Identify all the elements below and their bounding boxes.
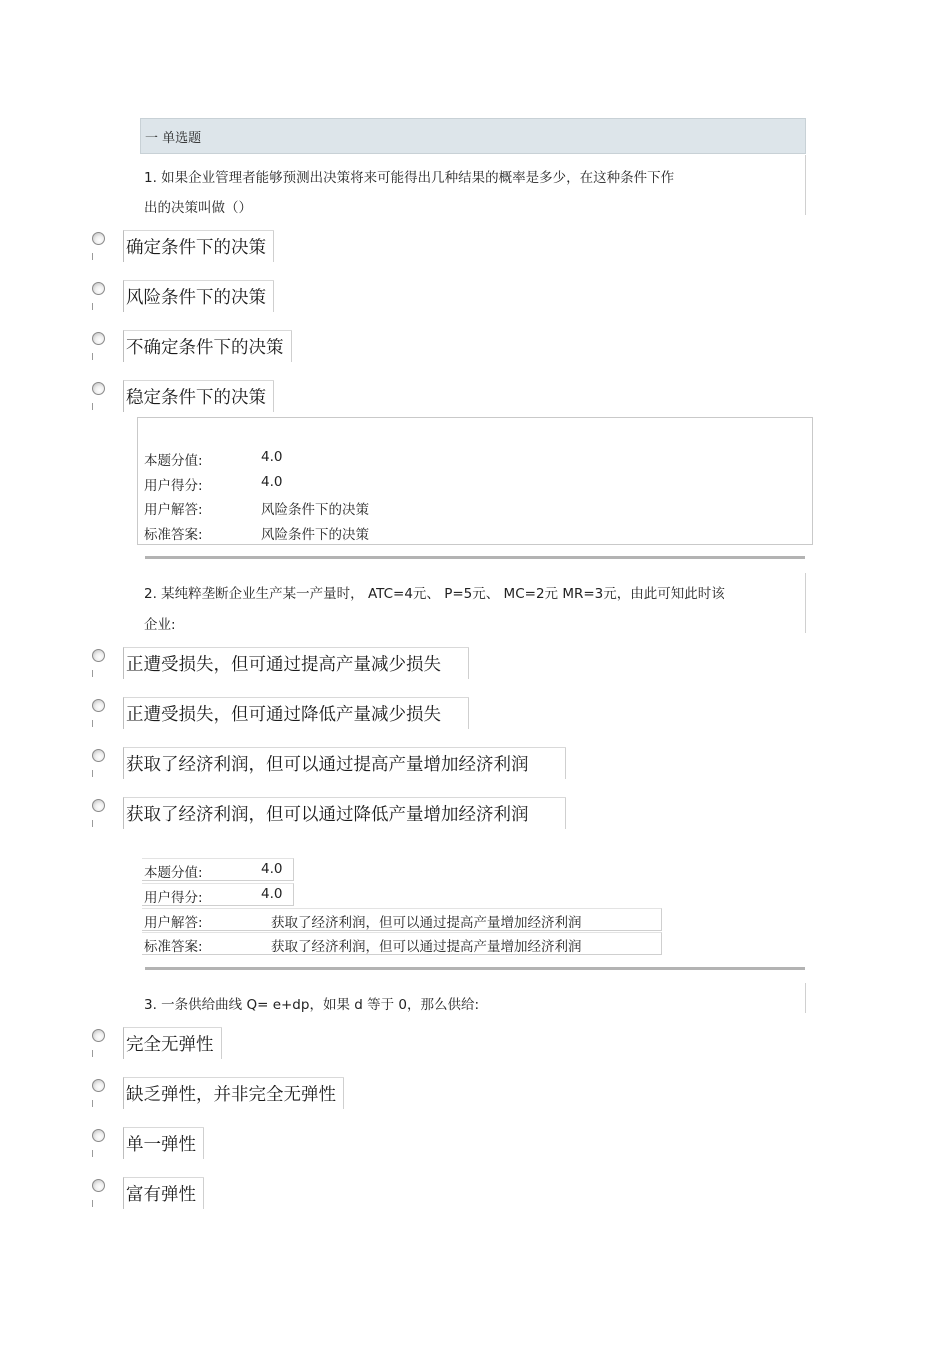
radio-button-icon[interactable] (92, 749, 105, 762)
radio-button-icon[interactable] (92, 332, 105, 345)
section-header-single-choice (140, 118, 806, 154)
option-label: 确定条件下的决策 (123, 230, 274, 262)
user-answer-value: 风险条件下的决策 (261, 502, 369, 518)
question-2-border (805, 573, 806, 633)
radio-tick (92, 253, 93, 260)
option-label: 缺乏弹性，并非完全无弹性 (123, 1077, 344, 1109)
radio-tick (92, 770, 93, 777)
option-label: 富有弹性 (123, 1177, 204, 1209)
radio-button-icon[interactable] (92, 382, 105, 395)
radio-tick (92, 1200, 93, 1207)
radio-tick (92, 820, 93, 827)
score-label: 本题分值: (144, 453, 203, 469)
radio-tick (92, 303, 93, 310)
score-label: 本题分值: (144, 865, 203, 881)
divider (145, 967, 805, 970)
question-1-text-line2: 出的决策叫做（） (144, 200, 252, 216)
radio-button-icon[interactable] (92, 699, 105, 712)
option-label: 不确定条件下的决策 (123, 330, 292, 362)
score-label: 用户得分: (144, 478, 203, 494)
radio-tick (92, 1050, 93, 1057)
score-value: 4.0 (261, 861, 283, 877)
section-title: 一 单选题 (145, 131, 202, 146)
radio-tick (92, 1100, 93, 1107)
radio-tick (92, 403, 93, 410)
radio-button-icon[interactable] (92, 1179, 105, 1192)
option-label: 正遭受损失，但可通过提高产量减少损失 (123, 647, 469, 679)
question-2-text-line1: 2. 某纯粹垄断企业生产某一产量时， ATC=4元、 P=5元、 MC=2元 MR=3元，由此可知此时该 (144, 586, 725, 602)
option-label: 完全无弹性 (123, 1027, 222, 1059)
radio-button-icon[interactable] (92, 1079, 105, 1092)
score-label: 用户解答: (144, 502, 203, 518)
option-label: 稳定条件下的决策 (123, 380, 274, 412)
standard-answer-value: 风险条件下的决策 (261, 527, 369, 543)
question-3-border (805, 983, 806, 1013)
score-value: 4.0 (261, 449, 283, 465)
question-1-text-line1: 1. 如果企业管理者能够预测出决策将来可能得出几种结果的概率是多少，在这种条件下作 (144, 170, 675, 186)
radio-tick (92, 353, 93, 360)
user-score-value: 4.0 (261, 474, 283, 490)
score-label: 标准答案: (144, 527, 203, 543)
radio-button-icon[interactable] (92, 232, 105, 245)
question-1-border (805, 155, 806, 215)
score-label: 用户解答: (144, 915, 203, 931)
radio-button-icon[interactable] (92, 649, 105, 662)
option-label: 获取了经济利润，但可以通过提高产量增加经济利润 (123, 747, 566, 779)
question-3-text-line1: 3. 一条供给曲线 Q= e+dp，如果 d 等于 0，那么供给: (144, 997, 480, 1013)
radio-button-icon[interactable] (92, 799, 105, 812)
radio-tick (92, 670, 93, 677)
radio-button-icon[interactable] (92, 1129, 105, 1142)
radio-button-icon[interactable] (92, 282, 105, 295)
option-label: 风险条件下的决策 (123, 280, 274, 312)
radio-button-icon[interactable] (92, 1029, 105, 1042)
radio-tick (92, 720, 93, 727)
user-answer-value: 获取了经济利润，但可以通过提高产量增加经济利润 (271, 915, 582, 931)
score-label: 标准答案: (144, 939, 203, 955)
divider (145, 556, 805, 559)
score-label: 用户得分: (144, 890, 203, 906)
question-1-score-panel (137, 417, 813, 545)
user-score-value: 4.0 (261, 886, 283, 902)
option-label: 获取了经济利润，但可以通过降低产量增加经济利润 (123, 797, 566, 829)
standard-answer-value: 获取了经济利润，但可以通过提高产量增加经济利润 (271, 939, 582, 955)
question-2-text-line2: 企业: (144, 617, 176, 633)
option-label: 单一弹性 (123, 1127, 204, 1159)
option-label: 正遭受损失，但可通过降低产量减少损失 (123, 697, 469, 729)
radio-tick (92, 1150, 93, 1157)
